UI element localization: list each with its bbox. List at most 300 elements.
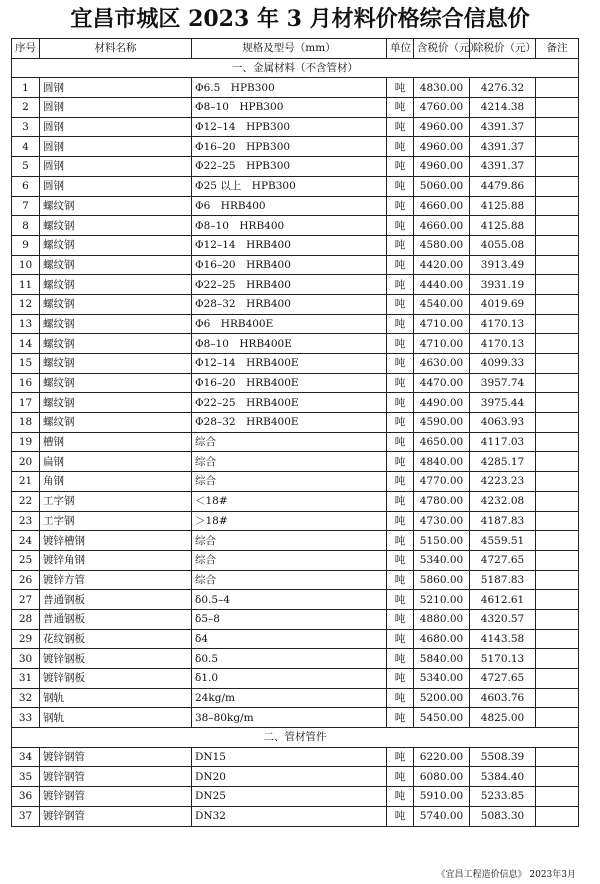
- cell-unit: 吨: [387, 176, 414, 196]
- cell-unit: 吨: [387, 196, 414, 216]
- cell-price-tax: 4650.00: [414, 432, 470, 452]
- cell-unit: 吨: [387, 393, 414, 413]
- table-row: [12, 570, 579, 590]
- cell-spec: 24kg/m: [192, 688, 387, 708]
- cell-note: [536, 708, 579, 728]
- cell-no: 36: [12, 787, 40, 807]
- cell-name: 螺纹钢: [40, 196, 192, 216]
- cell-name: 螺纹钢: [40, 275, 192, 295]
- cell-name: 螺纹钢: [40, 393, 192, 413]
- cell-name: 镀锌角钢: [40, 550, 192, 570]
- header-note: 备注: [536, 39, 579, 59]
- header-name: 材料名称: [40, 39, 192, 59]
- cell-note: [536, 531, 579, 551]
- cell-price-notax: 4285.17: [470, 452, 536, 472]
- cell-name: 工字钢: [40, 511, 192, 531]
- cell-unit: 吨: [387, 669, 414, 689]
- cell-spec: ＜18#: [192, 491, 387, 511]
- page-title: 宜昌市城区 2023 年 3 月材料价格综合信息价: [70, 6, 530, 32]
- cell-price-tax: 6220.00: [414, 747, 470, 767]
- cell-note: [536, 98, 579, 118]
- table-row: [12, 472, 579, 492]
- cell-name: 角钢: [40, 472, 192, 492]
- cell-price-tax: 4840.00: [414, 452, 470, 472]
- cell-price-notax: 4125.88: [470, 216, 536, 236]
- cell-price-tax: 4770.00: [414, 472, 470, 492]
- cell-no: 18: [12, 413, 40, 433]
- cell-no: 22: [12, 491, 40, 511]
- cell-price-notax: 4170.13: [470, 334, 536, 354]
- cell-note: [536, 629, 579, 649]
- cell-spec: Φ12–14 HRB400: [192, 235, 387, 255]
- section-row: [12, 728, 579, 748]
- cell-price-tax: 5060.00: [414, 176, 470, 196]
- cell-note: [536, 137, 579, 157]
- cell-note: [536, 432, 579, 452]
- cell-name: 镀锌槽钢: [40, 531, 192, 551]
- cell-name: 扁钢: [40, 452, 192, 472]
- cell-price-notax: 4479.86: [470, 176, 536, 196]
- header-price-tax: 含税价（元）: [414, 39, 470, 59]
- cell-spec: 综合: [192, 432, 387, 452]
- cell-note: [536, 373, 579, 393]
- cell-spec: DN20: [192, 767, 387, 787]
- cell-spec: Φ6.5 HPB300: [192, 78, 387, 98]
- table-row: [12, 235, 579, 255]
- table-row: [12, 294, 579, 314]
- cell-name: 镀锌钢管: [40, 787, 192, 807]
- cell-price-notax: 4727.65: [470, 669, 536, 689]
- cell-price-notax: 4099.33: [470, 354, 536, 374]
- cell-price-notax: 5083.30: [470, 806, 536, 826]
- cell-no: 11: [12, 275, 40, 295]
- cell-note: [536, 78, 579, 98]
- cell-spec: Φ16–20 HPB300: [192, 137, 387, 157]
- cell-unit: 吨: [387, 354, 414, 374]
- cell-unit: 吨: [387, 609, 414, 629]
- cell-no: 7: [12, 196, 40, 216]
- cell-name: 圆钢: [40, 137, 192, 157]
- cell-no: 28: [12, 609, 40, 629]
- cell-no: 34: [12, 747, 40, 767]
- footer-source: 《宜昌工程造价信息》 2023年3月: [436, 870, 576, 880]
- table-row: [12, 334, 579, 354]
- cell-name: 螺纹钢: [40, 255, 192, 275]
- cell-name: 圆钢: [40, 98, 192, 118]
- cell-spec: Φ8–10 HRB400E: [192, 334, 387, 354]
- cell-price-notax: 5508.39: [470, 747, 536, 767]
- cell-note: [536, 294, 579, 314]
- cell-unit: 吨: [387, 255, 414, 275]
- cell-spec: DN25: [192, 787, 387, 807]
- cell-name: 工字钢: [40, 491, 192, 511]
- table-row: [12, 275, 579, 295]
- table-row: [12, 708, 579, 728]
- table-row: [12, 649, 579, 669]
- cell-price-tax: 4780.00: [414, 491, 470, 511]
- section-label: 二、管材管件: [12, 728, 579, 748]
- cell-name: 镀锌钢板: [40, 649, 192, 669]
- cell-no: 25: [12, 550, 40, 570]
- cell-name: 螺纹钢: [40, 314, 192, 334]
- cell-spec: 综合: [192, 570, 387, 590]
- cell-note: [536, 235, 579, 255]
- table-row: [12, 806, 579, 826]
- cell-spec: δ0.5–4: [192, 590, 387, 610]
- cell-price-tax: 4470.00: [414, 373, 470, 393]
- table-row: [12, 688, 579, 708]
- cell-no: 16: [12, 373, 40, 393]
- cell-unit: 吨: [387, 452, 414, 472]
- cell-price-notax: 5233.85: [470, 787, 536, 807]
- cell-unit: 吨: [387, 649, 414, 669]
- table-row: [12, 98, 579, 118]
- table-row: [12, 255, 579, 275]
- cell-spec: Φ28–32 HRB400: [192, 294, 387, 314]
- cell-note: [536, 216, 579, 236]
- table-row: [12, 413, 579, 433]
- cell-name: 螺纹钢: [40, 235, 192, 255]
- table-row: [12, 452, 579, 472]
- cell-name: 圆钢: [40, 117, 192, 137]
- cell-name: 镀锌钢管: [40, 806, 192, 826]
- cell-spec: 综合: [192, 531, 387, 551]
- table-row: [12, 629, 579, 649]
- cell-note: [536, 669, 579, 689]
- table-row: [12, 137, 579, 157]
- table-row: [12, 550, 579, 570]
- cell-note: [536, 767, 579, 787]
- cell-unit: 吨: [387, 747, 414, 767]
- cell-spec: δ0.5: [192, 649, 387, 669]
- cell-spec: Φ25 以上 HPB300: [192, 176, 387, 196]
- cell-price-notax: 4143.58: [470, 629, 536, 649]
- cell-price-tax: 5200.00: [414, 688, 470, 708]
- cell-unit: 吨: [387, 216, 414, 236]
- cell-no: 37: [12, 806, 40, 826]
- table-row: [12, 393, 579, 413]
- cell-price-tax: 4590.00: [414, 413, 470, 433]
- cell-price-tax: 4960.00: [414, 137, 470, 157]
- cell-unit: 吨: [387, 137, 414, 157]
- cell-unit: 吨: [387, 550, 414, 570]
- table-row: [12, 176, 579, 196]
- cell-unit: 吨: [387, 413, 414, 433]
- cell-price-tax: 4760.00: [414, 98, 470, 118]
- cell-spec: Φ12–14 HPB300: [192, 117, 387, 137]
- cell-price-notax: 5187.83: [470, 570, 536, 590]
- cell-unit: 吨: [387, 787, 414, 807]
- header-price-notax: 除税价（元）: [470, 39, 536, 59]
- cell-note: [536, 354, 579, 374]
- cell-note: [536, 196, 579, 216]
- cell-no: 15: [12, 354, 40, 374]
- cell-no: 17: [12, 393, 40, 413]
- cell-note: [536, 550, 579, 570]
- cell-note: [536, 472, 579, 492]
- cell-note: [536, 255, 579, 275]
- cell-price-tax: 4420.00: [414, 255, 470, 275]
- cell-no: 2: [12, 98, 40, 118]
- cell-price-tax: 6080.00: [414, 767, 470, 787]
- cell-price-tax: 4880.00: [414, 609, 470, 629]
- table-row: [12, 354, 579, 374]
- cell-spec: Φ22–25 HRB400E: [192, 393, 387, 413]
- cell-spec: Φ6 HRB400: [192, 196, 387, 216]
- cell-note: [536, 334, 579, 354]
- cell-no: 8: [12, 216, 40, 236]
- cell-unit: 吨: [387, 629, 414, 649]
- table-row: [12, 78, 579, 98]
- cell-unit: 吨: [387, 373, 414, 393]
- cell-price-tax: 4710.00: [414, 334, 470, 354]
- cell-spec: Φ22–25 HRB400: [192, 275, 387, 295]
- table-body: [12, 58, 579, 826]
- cell-price-tax: 4960.00: [414, 157, 470, 177]
- cell-no: 33: [12, 708, 40, 728]
- cell-unit: 吨: [387, 275, 414, 295]
- cell-note: [536, 413, 579, 433]
- cell-price-notax: 4214.38: [470, 98, 536, 118]
- cell-name: 螺纹钢: [40, 413, 192, 433]
- cell-no: 26: [12, 570, 40, 590]
- table-row: [12, 590, 579, 610]
- cell-price-tax: 4540.00: [414, 294, 470, 314]
- cell-name: 螺纹钢: [40, 354, 192, 374]
- cell-no: 14: [12, 334, 40, 354]
- cell-price-tax: 5740.00: [414, 806, 470, 826]
- cell-price-notax: 4170.13: [470, 314, 536, 334]
- table-row: [12, 531, 579, 551]
- cell-price-notax: 4391.37: [470, 157, 536, 177]
- table-header: [12, 39, 579, 59]
- cell-no: 31: [12, 669, 40, 689]
- cell-unit: 吨: [387, 314, 414, 334]
- cell-spec: DN32: [192, 806, 387, 826]
- cell-note: [536, 806, 579, 826]
- price-table: [11, 38, 579, 827]
- table-row: [12, 747, 579, 767]
- cell-no: 20: [12, 452, 40, 472]
- cell-unit: 吨: [387, 531, 414, 551]
- cell-price-tax: 5150.00: [414, 531, 470, 551]
- cell-price-notax: 3975.44: [470, 393, 536, 413]
- cell-price-notax: 4391.37: [470, 117, 536, 137]
- cell-price-tax: 5340.00: [414, 669, 470, 689]
- cell-unit: 吨: [387, 432, 414, 452]
- cell-note: [536, 275, 579, 295]
- cell-no: 5: [12, 157, 40, 177]
- cell-name: 镀锌方管: [40, 570, 192, 590]
- cell-name: 镀锌钢板: [40, 669, 192, 689]
- cell-unit: 吨: [387, 294, 414, 314]
- cell-no: 1: [12, 78, 40, 98]
- table-row: [12, 117, 579, 137]
- cell-no: 32: [12, 688, 40, 708]
- cell-no: 13: [12, 314, 40, 334]
- table-row: [12, 432, 579, 452]
- cell-note: [536, 491, 579, 511]
- cell-price-notax: 4055.08: [470, 235, 536, 255]
- cell-price-tax: 5840.00: [414, 649, 470, 669]
- cell-spec: Φ16–20 HRB400E: [192, 373, 387, 393]
- cell-price-tax: 5450.00: [414, 708, 470, 728]
- cell-unit: 吨: [387, 688, 414, 708]
- cell-price-tax: 4660.00: [414, 196, 470, 216]
- cell-spec: 综合: [192, 550, 387, 570]
- cell-no: 30: [12, 649, 40, 669]
- cell-price-tax: 4710.00: [414, 314, 470, 334]
- cell-note: [536, 452, 579, 472]
- cell-no: 4: [12, 137, 40, 157]
- table-row: [12, 157, 579, 177]
- section-label: 一、金属材料（不含管材）: [12, 58, 579, 78]
- cell-note: [536, 393, 579, 413]
- cell-name: 钢轨: [40, 708, 192, 728]
- cell-spec: Φ12–14 HRB400E: [192, 354, 387, 374]
- cell-name: 钢轨: [40, 688, 192, 708]
- section-row: [12, 58, 579, 78]
- cell-price-notax: 3913.49: [470, 255, 536, 275]
- cell-no: 10: [12, 255, 40, 275]
- cell-price-tax: 4730.00: [414, 511, 470, 531]
- cell-note: [536, 117, 579, 137]
- table-row: [12, 196, 579, 216]
- cell-price-notax: 5384.40: [470, 767, 536, 787]
- table-row: [12, 314, 579, 334]
- cell-spec: Φ6 HRB400E: [192, 314, 387, 334]
- cell-price-tax: 4440.00: [414, 275, 470, 295]
- cell-unit: 吨: [387, 98, 414, 118]
- cell-note: [536, 570, 579, 590]
- cell-no: 35: [12, 767, 40, 787]
- cell-price-notax: 4232.08: [470, 491, 536, 511]
- cell-price-notax: 4559.51: [470, 531, 536, 551]
- cell-spec: Φ8–10 HPB300: [192, 98, 387, 118]
- cell-note: [536, 688, 579, 708]
- cell-price-notax: 4223.23: [470, 472, 536, 492]
- cell-unit: 吨: [387, 78, 414, 98]
- cell-name: 圆钢: [40, 176, 192, 196]
- table-row: [12, 373, 579, 393]
- cell-spec: 综合: [192, 452, 387, 472]
- cell-price-tax: 4490.00: [414, 393, 470, 413]
- cell-no: 6: [12, 176, 40, 196]
- cell-note: [536, 590, 579, 610]
- cell-price-notax: 4320.57: [470, 609, 536, 629]
- table-row: [12, 669, 579, 689]
- cell-name: 螺纹钢: [40, 373, 192, 393]
- cell-unit: 吨: [387, 235, 414, 255]
- cell-unit: 吨: [387, 472, 414, 492]
- cell-no: 21: [12, 472, 40, 492]
- cell-price-notax: 4825.00: [470, 708, 536, 728]
- cell-unit: 吨: [387, 767, 414, 787]
- cell-price-tax: 4630.00: [414, 354, 470, 374]
- cell-no: 3: [12, 117, 40, 137]
- cell-spec: 综合: [192, 472, 387, 492]
- cell-note: [536, 314, 579, 334]
- cell-note: [536, 787, 579, 807]
- cell-no: 27: [12, 590, 40, 610]
- cell-price-notax: 4612.61: [470, 590, 536, 610]
- header-spec: 规格及型号（mm）: [192, 39, 387, 59]
- table-row: [12, 609, 579, 629]
- cell-price-notax: 4117.03: [470, 432, 536, 452]
- header-unit: 单位: [387, 39, 414, 59]
- cell-price-tax: 5910.00: [414, 787, 470, 807]
- cell-spec: Φ16–20 HRB400: [192, 255, 387, 275]
- cell-name: 普通钢板: [40, 590, 192, 610]
- cell-spec: Φ28–32 HRB400E: [192, 413, 387, 433]
- cell-unit: 吨: [387, 511, 414, 531]
- cell-note: [536, 511, 579, 531]
- cell-price-tax: 4960.00: [414, 117, 470, 137]
- cell-name: 螺纹钢: [40, 216, 192, 236]
- cell-price-notax: 4391.37: [470, 137, 536, 157]
- cell-spec: DN15: [192, 747, 387, 767]
- cell-price-notax: 5170.13: [470, 649, 536, 669]
- cell-unit: 吨: [387, 491, 414, 511]
- cell-price-notax: 4125.88: [470, 196, 536, 216]
- header-no: 序号: [12, 39, 40, 59]
- cell-name: 镀锌钢管: [40, 767, 192, 787]
- cell-price-notax: 4603.76: [470, 688, 536, 708]
- cell-price-tax: 5340.00: [414, 550, 470, 570]
- cell-unit: 吨: [387, 708, 414, 728]
- cell-unit: 吨: [387, 590, 414, 610]
- cell-price-notax: 4019.69: [470, 294, 536, 314]
- table-row: [12, 511, 579, 531]
- table-row: [12, 787, 579, 807]
- cell-no: 19: [12, 432, 40, 452]
- cell-spec: 38–80kg/m: [192, 708, 387, 728]
- cell-no: 24: [12, 531, 40, 551]
- cell-unit: 吨: [387, 117, 414, 137]
- cell-name: 普通钢板: [40, 609, 192, 629]
- cell-spec: δ5–8: [192, 609, 387, 629]
- cell-price-notax: 3957.74: [470, 373, 536, 393]
- cell-note: [536, 157, 579, 177]
- cell-price-tax: 5210.00: [414, 590, 470, 610]
- cell-note: [536, 609, 579, 629]
- cell-price-tax: 4660.00: [414, 216, 470, 236]
- table-row: [12, 216, 579, 236]
- table-row: [12, 767, 579, 787]
- cell-unit: 吨: [387, 570, 414, 590]
- cell-no: 12: [12, 294, 40, 314]
- cell-name: 镀锌钢管: [40, 747, 192, 767]
- cell-name: 螺纹钢: [40, 294, 192, 314]
- cell-price-notax: 3931.19: [470, 275, 536, 295]
- cell-price-tax: 4580.00: [414, 235, 470, 255]
- cell-name: 圆钢: [40, 157, 192, 177]
- cell-price-notax: 4187.83: [470, 511, 536, 531]
- cell-no: 9: [12, 235, 40, 255]
- cell-spec: Φ8–10 HRB400: [192, 216, 387, 236]
- cell-price-tax: 4830.00: [414, 78, 470, 98]
- cell-no: 23: [12, 511, 40, 531]
- cell-unit: 吨: [387, 157, 414, 177]
- cell-note: [536, 176, 579, 196]
- cell-name: 花纹钢板: [40, 629, 192, 649]
- cell-price-tax: 4680.00: [414, 629, 470, 649]
- cell-name: 圆钢: [40, 78, 192, 98]
- cell-no: 29: [12, 629, 40, 649]
- cell-price-notax: 4727.65: [470, 550, 536, 570]
- cell-name: 螺纹钢: [40, 334, 192, 354]
- cell-price-notax: 4276.32: [470, 78, 536, 98]
